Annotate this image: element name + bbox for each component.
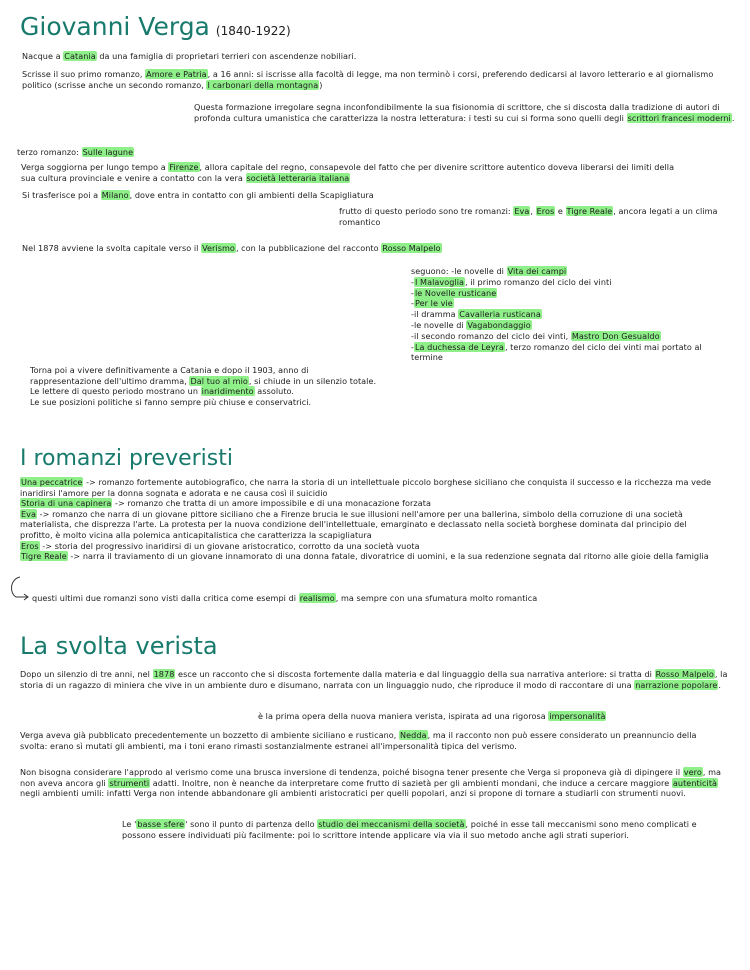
bio-milan [22, 190, 522, 201]
text-segment: , terzo romanzo del ciclo dei vinti mai portato al termine [411, 341, 702, 363]
text-segment: assoluto. [254, 386, 295, 397]
text-segment: ) [319, 79, 323, 90]
list-item [411, 298, 731, 309]
title-dates: (1840-1922) [215, 24, 291, 38]
text-segment: -> storia del progressivo inaridirsi di un giovane aristocratico, corrotto da una società vuota [39, 540, 420, 551]
bio-first-novel [22, 69, 737, 90]
text-segment: Questa formazione irregolare segna inconfondibilmente la sua fisionomia di scrittore, che si discosta dalla tradizione di autori di profonda cultura umanistica che caratterizza la nostra letteratura: i testi su cui si forma sono quelli degli [194, 102, 720, 123]
text-segment: -> romanzo che narra di un giovane pittore siciliano che a Firenze brucia le sue illusioni nell'amore per una ballerina, simbolo della corruzione di una società materialista, che disprezza l'arte. La protesta per la nuova condizione dell'intellettuale, emarginato e declassato nella società borghese dominata dal principio del profitto, è molto vicina alla polemica anticapitalistica che caratterizza la scapigliatura [20, 508, 687, 540]
text-segment: adatti. Inoltre, non è neanche da interpretare come frutto di sazietà per gli ambienti mondani, che induce a cercare maggiore [150, 777, 672, 788]
highlighted-term: Milano [101, 190, 129, 200]
text-segment: Le ' [122, 819, 137, 829]
text-line [32, 593, 722, 604]
text-segment: Non bisogna considerare l'approdo al verismo come una brusca inversione di tendenza, poiché bisogna tener presente che Verga si proponeva già di dipingere il [20, 767, 683, 777]
text-segment: e [555, 206, 566, 216]
bio-florence [21, 162, 681, 183]
text-segment: - [411, 341, 414, 352]
preverist-note [32, 593, 722, 604]
text-segment: -> romanzo che tratta di un amore impossibile e di una monacazione forzata [112, 498, 431, 509]
text-line [122, 819, 712, 840]
text-line [20, 730, 720, 751]
bio-return-catania [30, 365, 380, 407]
bio-verismo-turn [22, 243, 582, 254]
text-line [30, 386, 380, 397]
bio-birth [22, 51, 732, 62]
list-item [411, 342, 731, 364]
text-line [30, 365, 380, 386]
highlighted-term: Vagabondaggio [467, 319, 531, 330]
following-works-list [411, 266, 731, 363]
svolta-paragraph-2 [20, 730, 720, 751]
section-title-svolta: La svolta verista [20, 632, 218, 660]
highlighted-term: le Novelle rusticane [414, 287, 497, 298]
highlighted-term: Eva [21, 508, 37, 519]
text-segment: Torna poi a vivere definitivamente a Catania e dopo il 1903, anno di rappresentazione dell'ultimo dramma, [30, 365, 309, 386]
text-segment: esce un racconto che si discosta fortemente dalla materia e dal linguaggio della sua narrativa anteriore: si tratta di [175, 669, 655, 679]
highlighted-term: Rosso Malpelo [655, 669, 714, 679]
preverist-novels-list [20, 477, 720, 562]
text-line [17, 147, 317, 158]
highlighted-term: Storia di una capinera [21, 498, 112, 509]
list-item [411, 331, 731, 342]
list-item [20, 498, 720, 509]
text-segment: seguono: -le novelle di [411, 266, 507, 276]
text-segment: . [718, 679, 722, 690]
text-segment: , il primo romanzo del ciclo dei vinti [465, 276, 612, 287]
highlighted-term: I Malavoglia [414, 276, 465, 287]
text-segment: Dopo un silenzio di tre anni, nel [20, 669, 153, 679]
text-segment: , a 16 anni: si iscrisse alla facoltà di legge, ma non terminò i corsi, preferendo dedicarsi al lavoro letterario e al giornalismo politico (scrisse anche un secondo romanzo, [22, 69, 714, 90]
list-item [411, 320, 731, 331]
text-line [339, 206, 719, 227]
bio-formation [194, 102, 739, 123]
text-line [258, 711, 728, 722]
text-segment: ' sono il punto di partenza dello [185, 819, 318, 829]
list-item [20, 477, 720, 498]
highlighted-term: Verismo [202, 243, 235, 253]
text-segment: da una famiglia di proprietari terrieri con ascendenze nobiliari. [96, 51, 357, 61]
highlighted-term: realismo [299, 593, 335, 603]
list-item [411, 277, 731, 288]
highlighted-term: La duchessa de Leyra [414, 341, 504, 352]
text-segment: frutto di questo periodo sono tre romanzi: [339, 206, 514, 216]
bracket-arrow-icon [6, 575, 30, 603]
list-item [20, 541, 720, 552]
bio-milan-novels [339, 206, 719, 227]
page-title [20, 12, 291, 41]
highlighted-term: Dal tuo al mio [190, 375, 248, 386]
text-line [22, 51, 732, 62]
highlighted-term: Cavalleria rusticana [459, 309, 541, 320]
highlighted-term: autenticità [672, 777, 718, 788]
highlighted-term: studio dei meccanismi della società [318, 819, 465, 829]
text-line [21, 162, 681, 183]
text-segment: -> romanzo fortemente autobiografico, che narra la storia di un intellettuale piccolo borghese siciliano che conquista il successo e la ricchezza ma vede inaridirsi l'amore per la donna sognata e adorata e ne causa così il suicidio [20, 477, 712, 498]
text-segment: -il secondo romanzo del ciclo dei vinti, [411, 330, 571, 341]
highlighted-term: Per le vie [414, 298, 453, 309]
svolta-paragraph-4 [122, 819, 712, 840]
text-segment: questi ultimi due romanzi sono visti dalla critica come esempi di [32, 593, 299, 603]
text-segment: Le lettere di questo periodo mostrano un [30, 386, 201, 397]
highlighted-term: Tigre Reale [566, 206, 613, 216]
highlighted-term: strumenti [109, 777, 150, 788]
text-segment: - [411, 276, 414, 287]
text-line [194, 102, 739, 123]
bio-third-novel [17, 147, 317, 158]
text-segment: Scrisse il suo primo romanzo, [22, 69, 146, 79]
list-item [411, 309, 731, 320]
title-text: Giovanni Verga [20, 12, 210, 41]
highlighted-term: basse sfere [137, 819, 185, 829]
highlighted-term: società letteraria italiana [246, 172, 350, 183]
highlighted-term: I carbonari della montagna [207, 79, 319, 90]
highlighted-term: vero [683, 767, 702, 777]
text-segment: Nacque a [22, 51, 64, 61]
text-segment: -il dramma [411, 309, 459, 320]
list-item [20, 509, 720, 541]
text-segment: , [530, 206, 536, 216]
highlighted-term: scrittori francesi moderni [627, 112, 731, 123]
list-item [20, 551, 720, 562]
text-segment: Nel 1878 avviene la svolta capitale verso il [22, 243, 202, 253]
text-line [20, 669, 735, 690]
highlighted-term: Nedda [400, 730, 427, 740]
text-line [22, 190, 522, 201]
highlighted-term: Firenze [169, 162, 199, 172]
highlighted-term: Eva [514, 206, 530, 216]
text-segment: , la storia di un ragazzo di miniera che vive in un ambiente duro e disumano, narrata con un linguaggio nudo, che riproduce il modo di raccontare di una [20, 669, 728, 690]
text-line [22, 69, 737, 90]
text-segment: , allora capitale del regno, consapevole del fatto che per divenire scrittore autentico doveva liberarsi dei limiti della sua cultura provinciale e venire a contatto con la vera [21, 162, 675, 183]
highlighted-term: Una peccatrice [21, 477, 83, 487]
list-item [411, 266, 731, 277]
highlighted-term: Eros [536, 206, 555, 216]
highlighted-term: impersonalità [549, 711, 606, 721]
highlighted-term: Sulle lagune [82, 147, 134, 157]
text-segment: - [411, 287, 414, 298]
text-segment: . [731, 112, 735, 123]
text-segment: , con la pubblicazione del racconto [235, 243, 382, 253]
highlighted-term: inaridimento [201, 386, 254, 397]
list-item [411, 288, 731, 299]
text-line [22, 243, 582, 254]
text-segment: -> narra il traviamento di un giovane innamorato di una donna fatale, divoratrice di uomini, e la sua redenzione segnata dal ritorno alle gioie della famiglia [67, 551, 709, 562]
highlighted-term: Rosso Malpelo [382, 243, 441, 253]
text-segment: - [411, 298, 414, 309]
highlighted-term: Eros [21, 540, 39, 551]
text-segment: Si trasferisce poi a [22, 190, 101, 200]
highlighted-term: Vita dei campi [507, 266, 567, 276]
text-line [20, 767, 738, 799]
text-segment: è la prima opera della nuova maniera verista, ispirata ad una rigorosa [258, 711, 549, 721]
text-segment: , ma sempre con una sfumatura molto romantica [335, 593, 538, 603]
section-title-preveristi: I romanzi preveristi [20, 446, 233, 471]
text-segment: , ancora legati a un clima romantico [339, 206, 718, 227]
text-segment: -le novelle di [411, 319, 467, 330]
text-segment: terzo romanzo: [17, 147, 82, 157]
text-segment: , ma non aveva ancora gli [20, 767, 722, 788]
highlighted-term: Tigre Reale [21, 551, 67, 562]
text-segment: Verga soggiorna per lungo tempo a [21, 162, 169, 172]
text-segment: negli ambienti umili: infatti Verga non intende abbandonare gli ambienti aristocratici per quelli popolari, anzi si propone di tornare a studiarli con strumenti nuovi. [20, 788, 686, 799]
text-segment: , poiché in esse tali meccanismi sono meno complicati e possono essere individuati più facilmente: poi lo scrittore intende applicare via via il suo metodo anche agli strati superiori. [122, 819, 697, 840]
text-segment: , dove entra in contatto con gli ambienti della Scapigliatura [129, 190, 374, 200]
text-segment: , si chiude in un silenzio totale. [248, 375, 377, 386]
highlighted-term: 1878 [153, 669, 175, 679]
text-segment: , ma il racconto non può essere considerato un preannuncio della svolta: erano sì mutati gli ambienti, ma i toni erano rimasti sostanzialmente estranei all'impersonalità tipica del verismo. [20, 730, 697, 751]
svolta-note [258, 711, 728, 722]
svolta-paragraph-3 [20, 767, 738, 799]
highlighted-term: Mastro Don Gesualdo [571, 330, 660, 341]
highlighted-term: Amore e Patria [146, 69, 207, 79]
bio-politics: Le sue posizioni politiche si fanno sempre più chiuse e conservatrici. [30, 396, 312, 407]
svolta-paragraph-1 [20, 669, 735, 690]
highlighted-term: Catania [64, 51, 96, 61]
text-segment: Verga aveva già pubblicato precedentemente un bozzetto di ambiente siciliano e rusticano, [20, 730, 400, 740]
highlighted-term: narrazione popolare [635, 679, 718, 690]
